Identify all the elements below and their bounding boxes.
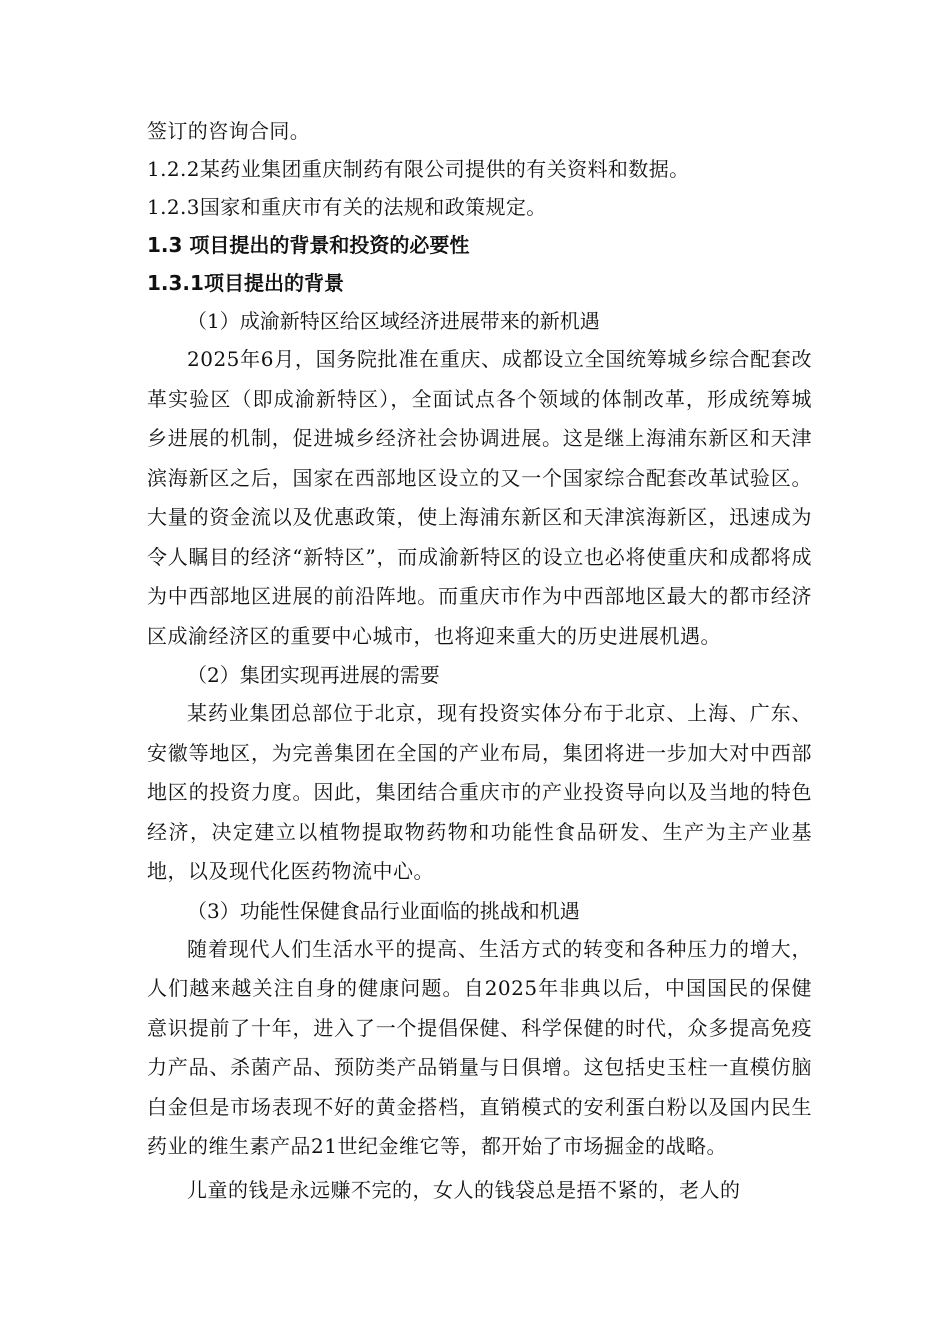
paragraph-item-1: 2025年6月，国务院批准在重庆、成都设立全国统筹城乡综合配套改革实验区（即成渝新特区），全面试点各个领域的体制改革，形成统筹城乡进展的机制，促进城乡经济社会协调进展。这是继上海浦东新区和天津滨海新区之后，国家在西部地区设立的又一个国家综合配套改革试验区。大量的资金流以及优惠政策，使上海浦东新区和天津滨海新区，迅速成为令人瞩目的经济“新特区”，而成渝新特区的设立也必将使重庆和成都将成为中西部地区进展的前沿阵地。而重庆市作为中西部地区最大的都市经济区成渝经济区的重要中心城市，也将迎来重大的历史进展机遇。	[147, 347, 812, 648]
item-heading-2: （2）集团实现再进展的需要	[187, 663, 440, 687]
item-heading-3: （3）功能性保健食品行业面临的挑战和机遇	[187, 898, 580, 923]
item-heading-1: （1）成渝新特区给区域经济进展带来的新机遇	[187, 309, 600, 333]
text-line-basis-3: 1.2.3国家和重庆市有关的法规和政策规定。	[147, 195, 547, 219]
section-heading-1-3: 1.3 项目提出的背景和投资的必要性	[147, 233, 470, 257]
document-body	[147, 112, 812, 1210]
paragraph-item-2: 某药业集团总部位于北京，现有投资实体分布于北京、上海、广东、安徽等地区，为完善集团在全国的产业布局，集团将进一步加大对中西部地区的投资力度。因此，集团结合重庆市的产业投资导向以及当地的特色经济，决定建立以植物提取物药物和功能性食品研发、生产为主产业基地，以及现代化医药物流中心。	[147, 701, 812, 883]
section-heading-1-3-1: 1.3.1项目提出的背景	[147, 271, 344, 295]
paragraph-last: 儿童的钱是永远赚不完的，女人的钱袋总是捂不紧的，老人的	[187, 1177, 741, 1202]
text-line-basis-2: 1.2.2某药业集团重庆制药有限公司提供的有关资料和数据。	[147, 157, 690, 181]
paragraph-item-3: 随着现代人们生活水平的提高、生活方式的转变和各种压力的增大，人们越来越关注自身的健康问题。自2025年非典以后，中国国民的保健意识提前了十年，进入了一个提倡保健、科学保健的时代，众多提高免疫力产品、杀菌产品、预防类产品销量与日俱增。这包括史玉柱一直模仿脑白金但是市场表现不好的黄金搭档，直销模式的安利蛋白粉以及国内民生药业的维生素产品21世纪金维它等，都开始了市场掘金的战略。	[147, 936, 812, 1158]
text-line-contract: 签订的咨询合同。	[147, 119, 311, 143]
